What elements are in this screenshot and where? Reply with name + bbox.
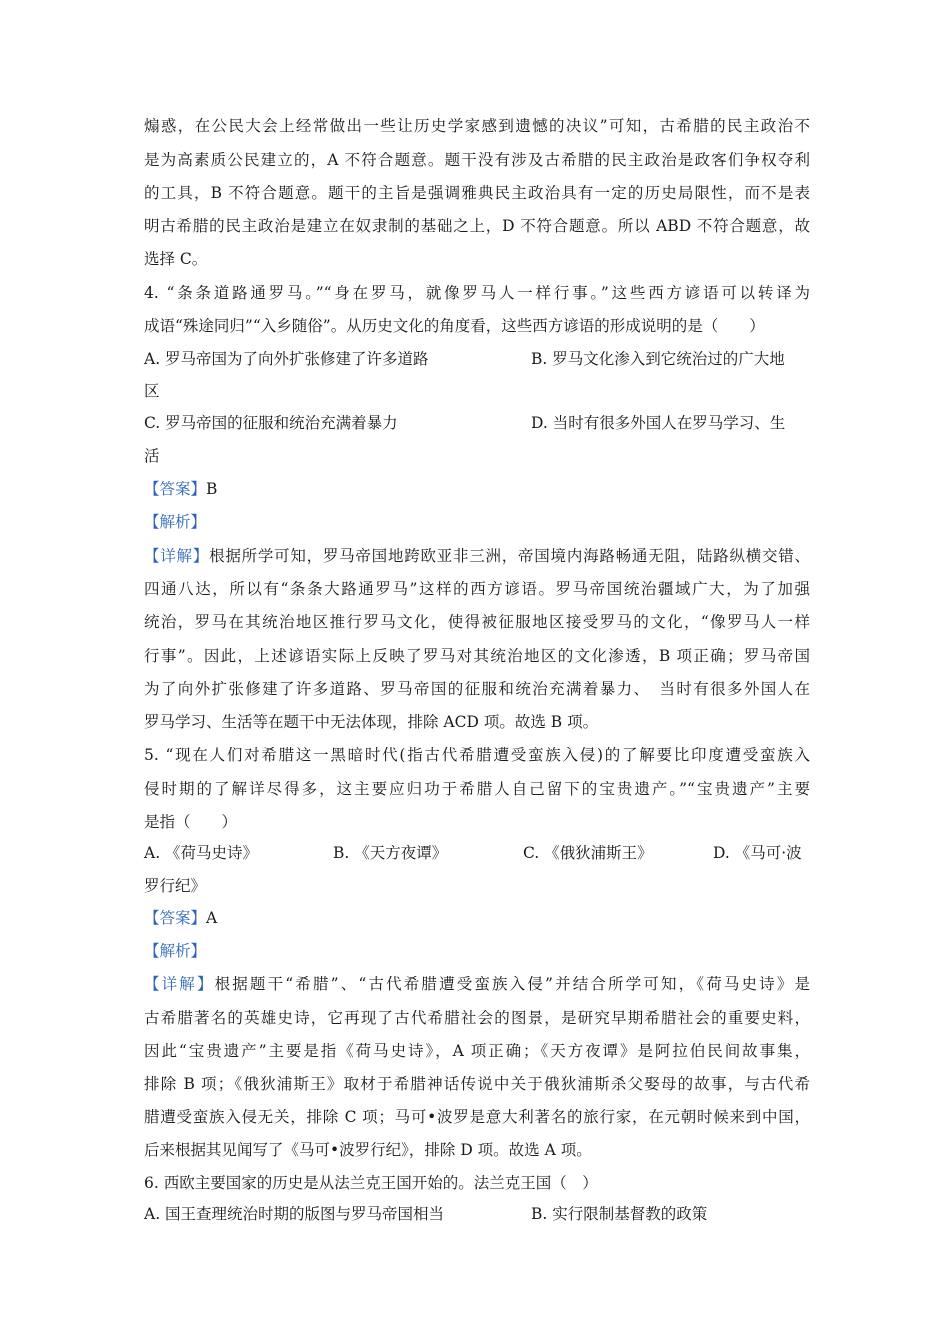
q5-option-d: D. 《马可·波 — [713, 844, 802, 862]
answer-tag: 【答案】 — [144, 480, 207, 498]
question-4-stem: 成语“殊途同归”“入乡随俗”。从历史文化的角度看，这些西方谚语的形成说明的是（ ） — [144, 317, 765, 335]
q4-analysis-tag: 【解析】 — [144, 513, 207, 531]
q5-detail-line: 因此“宝贵遗产”主要是指《荷马史诗》，A 项正确；《天方夜谭》是阿拉伯民间故事集， — [144, 1042, 810, 1060]
q5-option-b: B. 《天方夜谭》 — [333, 844, 448, 862]
paragraph-line: 是为高素质公民建立的，A 不符合题意。题干没有涉及古希腊的民主政治是政客们争权夺利 — [144, 151, 810, 169]
q5-option-a: A. 《荷马史诗》 — [144, 844, 259, 862]
q6-option-a: A. 国王查理统治时期的版图与罗马帝国相当 — [144, 1205, 445, 1223]
question-5-stem: 5. “现在人们对希腊这一黑暗时代(指古代希腊遭受蛮族入侵)的了解要比印度遭受蛮族入 — [144, 746, 810, 764]
q4-option-d: D. 当时有很多外国人在罗马学习、生 — [531, 414, 786, 432]
q5-analysis-tag: 【解析】 — [144, 942, 207, 960]
detail-tag: 【详解】 — [144, 975, 215, 993]
q4-answer — [144, 479, 217, 499]
q4-detail-line: 罗马学习、生活等在题干中无法体现，排除 ACD 项。故选 B 项。 — [144, 713, 599, 731]
answer-value: A — [206, 909, 218, 927]
q4-detail-line: 为了向外扩张修建了许多道路、罗马帝国的征服和统治充满着暴力、 当时有很多外国人在 — [144, 680, 810, 698]
q5-option-d-wrap: 罗行纪》 — [144, 877, 207, 895]
q5-detail-line: 后来根据其见闻写了《马可•波罗行纪》，排除 D 项。故选 A 项。 — [144, 1141, 592, 1159]
paragraph-line: 的工具，B 不符合题意。题干的主旨是强调雅典民主政治具有一定的历史局限性，而不是表 — [144, 184, 810, 202]
paragraph-line: 选择 C。 — [144, 250, 208, 268]
question-5-stem: 是指（ ） — [144, 813, 238, 831]
q4-detail-line: 行事”。因此，上述谚语实际上反映了罗马对其统治地区的文化渗透，B 项正确；罗马帝国 — [144, 647, 810, 665]
detail-tag: 【详解】 — [144, 547, 210, 565]
q5-detail-line: 排除 B 项；《俄狄浦斯王》取材于希腊神话传说中关于俄狄浦斯杀父娶母的故事，与古代希 — [144, 1075, 810, 1093]
q5-option-c: C. 《俄狄浦斯王》 — [523, 844, 653, 862]
answer-tag: 【答案】 — [144, 909, 207, 927]
q6-option-b: B. 实行限制基督教的政策 — [531, 1205, 708, 1223]
q4-option-a: A. 罗马帝国为了向外扩张修建了许多道路 — [144, 350, 429, 368]
question-4-stem: 4. “条条道路通罗马。”“身在罗马，就像罗马人一样行事。”这些西方谚语可以转译为 — [144, 284, 810, 302]
q4-option-d-wrap: 活 — [144, 447, 160, 465]
q4-detail-line: 统治，罗马在其统治地区推行罗马文化，使得被征服地区接受罗马的文化，“像罗马人一样 — [144, 613, 810, 631]
question-5-stem: 侵时期的了解详尽得多，这主要应归功于希腊人自己留下的宝贵遗产。”“宝贵遗产”主要 — [144, 780, 810, 798]
q5-answer — [144, 908, 217, 928]
q4-option-b: B. 罗马文化渗入到它统治过的广大地 — [531, 350, 785, 368]
q4-option-b-wrap: 区 — [144, 382, 160, 400]
q4-detail-line: 四通八达，所以有“条条大路通罗马”这样的西方谚语。罗马帝国统治疆域广大，为了加强 — [144, 580, 810, 598]
paragraph-line: 明古希腊的民主政治是建立在奴隶制的基础之上，D 不符合题意。所以 ABD 不符合题意，故 — [144, 217, 810, 235]
q5-detail-line: 腊遭受蛮族入侵无关，排除 C 项；马可•波罗是意大利著名的旅行家，在元朝时候来到中国， — [144, 1108, 810, 1126]
q5-detail-line: 古希腊著名的英雄史诗，它再现了古代希腊社会的图景，是研究早期希腊社会的重要史料， — [144, 1009, 810, 1027]
q4-detail-line: 【详解】根据所学可知，罗马帝国地跨欧亚非三洲，帝国境内海路畅通无阻，陆路纵横交错、 — [144, 547, 810, 565]
q4-option-c: C. 罗马帝国的征服和统治充满着暴力 — [144, 414, 398, 432]
q5-detail-line: 【详解】根据题干“希腊”、“古代希腊遭受蛮族入侵”并结合所学可知，《荷马史诗》是 — [144, 975, 810, 993]
answer-value: B — [206, 480, 218, 498]
question-6-stem: 6. 西欧主要国家的历史是从法兰克王国开始的。法兰克王国（ ） — [144, 1174, 598, 1192]
paragraph-line: 煽惑，在公民大会上经常做出一些让历史学家感到遗憾的决议”可知，古希腊的民主政治不 — [144, 117, 810, 135]
